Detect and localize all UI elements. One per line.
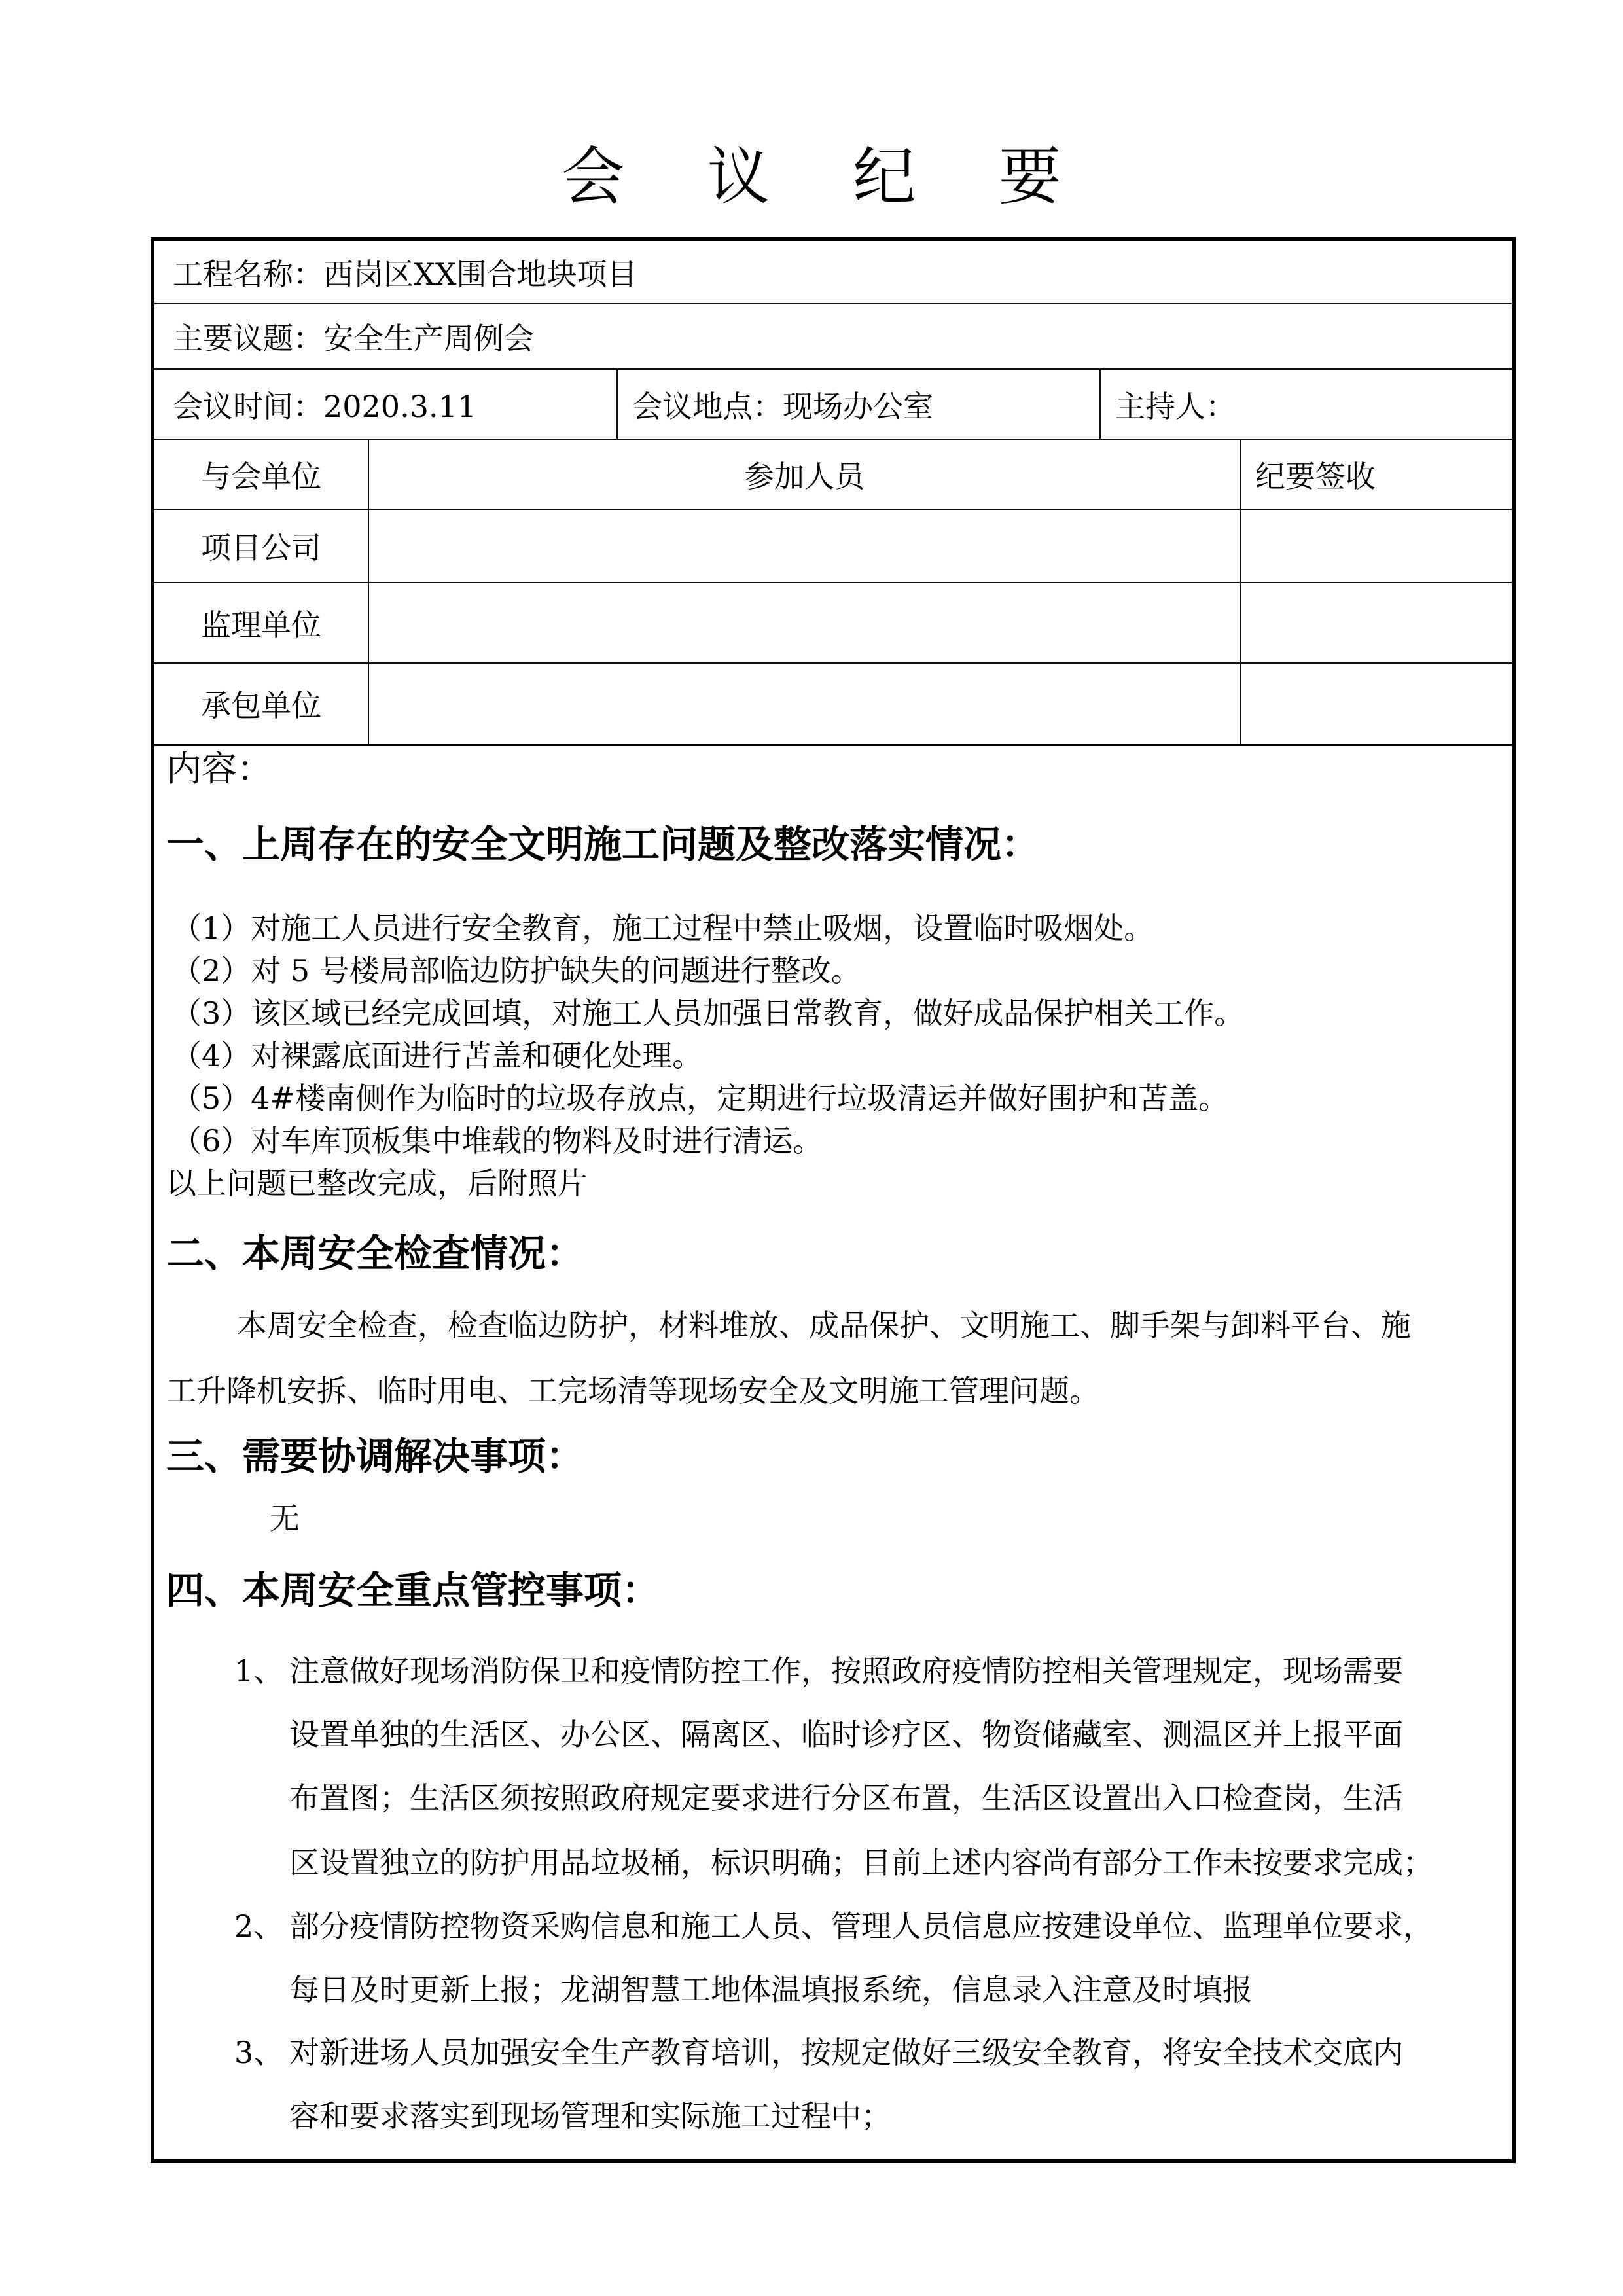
unit-name: 监理单位 (201, 607, 321, 643)
section4-item-line: 容和要求落实到现场管理和实际施工过程中； (289, 2098, 891, 2134)
signature-cell[interactable] (1240, 510, 1512, 582)
section4-item-line: 设置单独的生活区、办公区、隔离区、临时诊疗区、物资储藏室、测温区并上报平面 (289, 1717, 1403, 1752)
section3-heading: 三、需要协调解决事项： (166, 1434, 584, 1479)
attendance-row (154, 583, 1512, 664)
participants-cell[interactable] (368, 664, 1240, 744)
section4-item-line: 部分疫情防控物资采购信息和施工人员、管理人员信息应按建设单位、监理单位要求， (289, 1909, 1433, 1944)
project-name-row (154, 241, 1512, 304)
section1-item: （6）对车库顶板集中堆载的物料及时进行清运。 (171, 1123, 823, 1158)
section2-line: 本周安全检查，检查临边防护，材料堆放、成品保护、文明施工、脚手架与卸料平台、施 (237, 1308, 1411, 1343)
project-name-field: 工程名称：西岗区XX围合地块项目 (173, 256, 637, 292)
header-unit: 与会单位 (201, 458, 321, 494)
content-section (154, 746, 1512, 2159)
section2-heading: 二、本周安全检查情况： (166, 1231, 584, 1276)
document-title: 会 议 纪 要 (562, 140, 1093, 213)
header-signature: 纪要签收 (1240, 440, 1512, 509)
meeting-minutes-table (151, 237, 1516, 2163)
unit-name: 承包单位 (201, 688, 321, 723)
unit-name: 项目公司 (201, 530, 321, 565)
attendance-row (154, 510, 1512, 583)
participants-cell[interactable] (368, 583, 1240, 662)
section1-item: （4）对裸露底面进行苫盖和硬化处理。 (171, 1038, 703, 1073)
section4-heading: 四、本周安全重点管控事项： (166, 1568, 660, 1613)
section1-item: （5）4#楼南侧作为临时的垃圾存放点，定期进行垃圾清运并做好围护和苫盖。 (171, 1081, 1229, 1116)
main-topic-row (154, 304, 1512, 370)
section2-line: 工升降机安拆、临时用电、工完场清等现场安全及文明施工管理问题。 (166, 1373, 1099, 1408)
section1-note: 以上问题已整改完成，后附照片 (166, 1166, 588, 1201)
section4-item-number: 2、 (234, 1909, 284, 1944)
section3-text: 无 (270, 1501, 300, 1536)
host-field: 主持人： (1099, 370, 1512, 439)
meeting-place-field: 会议地点：现场办公室 (616, 370, 1099, 439)
section4-item-line: 区设置独立的防护用品垃圾桶，标识明确；目前上述内容尚有部分工作未按要求完成； (289, 1845, 1433, 1880)
section4-item-line: 注意做好现场消防保卫和疫情防控工作，按照政府疫情防控相关管理规定，现场需要 (289, 1653, 1403, 1689)
section4-item-line: 布置图；生活区须按照政府规定要求进行分区布置，生活区设置出入口检查岗，生活 (289, 1780, 1403, 1816)
header-participants: 参加人员 (368, 440, 1240, 509)
section1-item: （3）该区域已经完成回填，对施工人员加强日常教育，做好成品保护相关工作。 (171, 996, 1245, 1031)
meeting-info-row (154, 370, 1512, 440)
section4-item-number: 1、 (234, 1653, 284, 1689)
section1-heading: 一、上周存在的安全文明施工问题及整改落实情况： (166, 822, 1040, 867)
attendance-row (154, 664, 1512, 746)
content-label: 内容： (166, 748, 272, 789)
meeting-time-field: 会议时间：2020.3.11 (173, 388, 477, 424)
signature-cell[interactable] (1240, 664, 1512, 744)
section1-item: （1）对施工人员进行安全教育，施工过程中禁止吸烟，设置临时吸烟处。 (171, 910, 1154, 946)
participants-cell[interactable] (368, 510, 1240, 582)
section4-item-number: 3、 (234, 2035, 284, 2070)
attendance-header-row (154, 440, 1512, 510)
section1-item: （2）对 5 号楼局部临边防护缺失的问题进行整改。 (171, 953, 861, 988)
section4-item-line: 对新进场人员加强安全生产教育培训，按规定做好三级安全教育，将安全技术交底内 (289, 2035, 1403, 2070)
main-topic-field: 主要议题：安全生产周例会 (173, 321, 534, 356)
signature-cell[interactable] (1240, 583, 1512, 662)
section4-item-line: 每日及时更新上报；龙湖智慧工地体温填报系统，信息录入注意及时填报 (289, 1972, 1253, 2007)
